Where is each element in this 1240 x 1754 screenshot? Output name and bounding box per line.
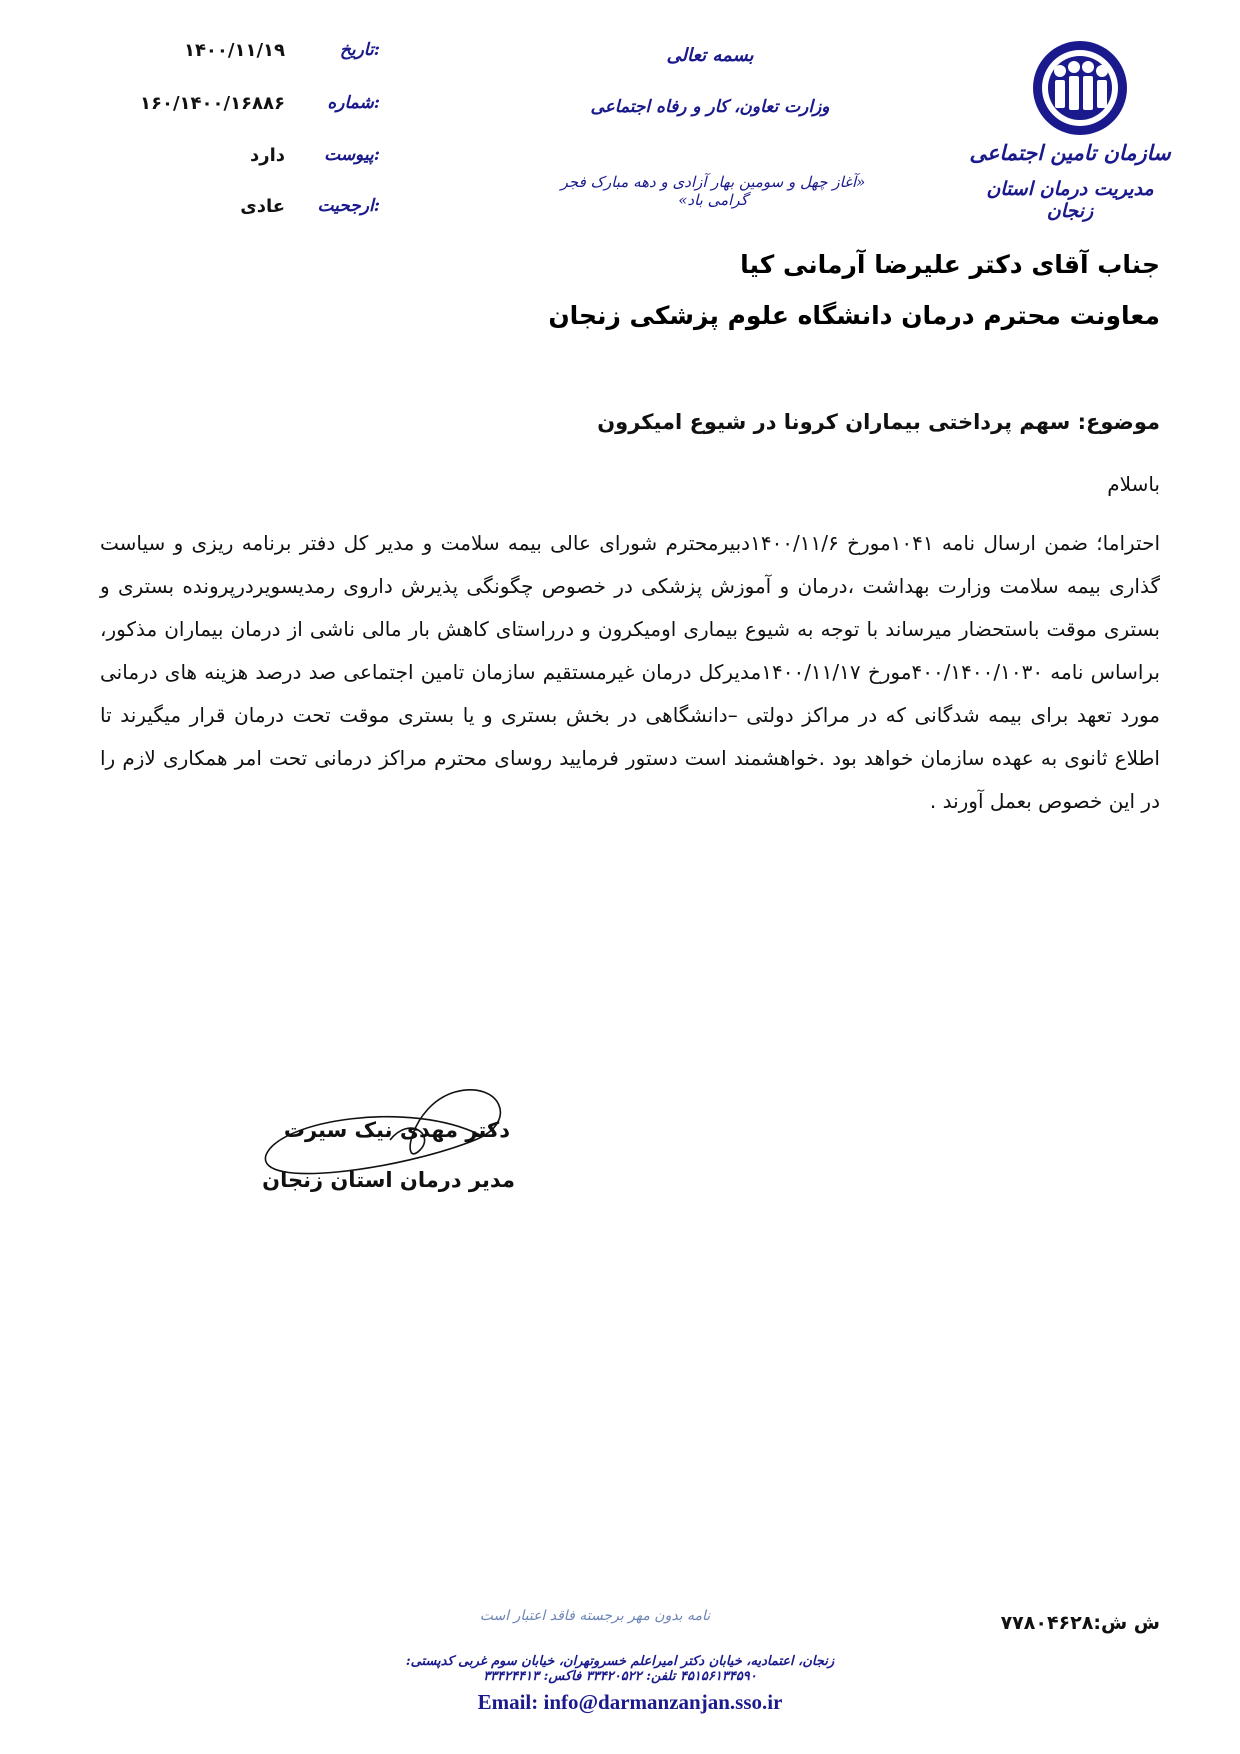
tracking-number: ش ش:۷۷۸۰۴۶۲۸: [1000, 1612, 1160, 1634]
number-label: شماره:: [327, 93, 380, 113]
meta-attachment: [120, 145, 380, 179]
meta-number: [120, 93, 380, 127]
meta-date: [120, 40, 380, 74]
org-name: سازمان تامین اجتماعی: [969, 140, 1171, 165]
postal-address: زنجان، اعتمادیه، خیابان دکتر امیراعلم خسروتهران، خیابان سوم غربی کدپستی: ۴۵۱۵۶۱۳۴۵۹۰ تلفن: ۳۳۴۲۰۵۲۲ فاکس: ۳۳۴۲۴۴۱۳: [405, 1654, 835, 1684]
number-value: ۱۶۰/۱۴۰۰/۱۶۸۸۶: [140, 93, 285, 114]
attachment-value: دارد: [249, 145, 285, 166]
meta-priority: [120, 196, 380, 230]
signature-block: [260, 1060, 550, 1210]
letter-body: احتراما؛ ضمن ارسال نامه ۱۰۴۱مورخ ۱۴۰۰/۱۱/۶دبیرمحترم شورای عالی بیمه سلامت و مدیر کل دفتر برنامه ریزی و سیاست گذاری بیمه سلامت وزارت بهداشت ،درمان و آموزش پزشکی در خصوص چگونگی پذیرش داروی رمدیسویردرپرونده بستری و بستری موقت باستحضار میرساند با توجه به شیوع بیماری اومیکرون و درراستای کاهش بار مالی ناشی از درمان بیماران مذکور، براساس نامه ۴۰۰/۱۴۰۰/۱۰۳۰مورخ ۱۴۰۰/۱۱/۱۷مدیرکل درمان غیرمستقیم سازمان تامین اجتماعی صد درصد هزینه های درمانی مورد تعهد برای بیمه شدگانی که در مراکز دولتی –دانشگاهی در بخش بستری و یا بستری موقت تحت درمان قرار میگیرند تا اطلاع ثانوی به عهده سازمان خواهد بود .خواهشمند است دستور فرمایید روسای محترم مراکز درمانی تحت امر همکاری لازم را در این خصوص بعمل آورند .: [100, 531, 1160, 813]
attachment-label: پیوست:: [324, 145, 380, 165]
validity-note: نامه بدون مهر برجسته فاقد اعتبار است: [479, 1608, 711, 1624]
date-value: ۱۴۰۰/۱۱/۱۹: [183, 40, 285, 61]
priority-label: ارجحیت:: [317, 196, 380, 216]
signatory-title: مدیر درمان استان زنجان: [262, 1168, 515, 1192]
priority-value: عادی: [240, 196, 285, 217]
basmala: بسمه تعالی: [666, 45, 754, 66]
slogan: «آغاز چهل و سومین بهار آزادی و دهه مبارک فجر گرامی باد»: [560, 173, 866, 209]
subject-line: موضوع: سهم پرداختی بیماران کرونا در شیوع امیکرون: [597, 410, 1160, 434]
addressee-title: معاونت محترم درمان دانشگاه علوم پزشکی زنجان: [548, 301, 1160, 330]
sso-logo-icon: [1030, 38, 1130, 138]
addressee-name: جناب آقای دکتر علیرضا آرمانی کیا: [740, 250, 1160, 279]
org-unit: مدیریت درمان استان زنجان: [986, 178, 1154, 222]
email-address: Email: info@darmanzanjan.sso.ir: [477, 1690, 783, 1714]
greeting: باسلام: [1107, 472, 1160, 496]
signatory-name: دکتر مهدی نیک سیرت: [283, 1118, 510, 1142]
ministry-name: وزارت تعاون، کار و رفاه اجتماعی: [590, 97, 830, 117]
date-label: تاریخ:: [339, 40, 380, 60]
